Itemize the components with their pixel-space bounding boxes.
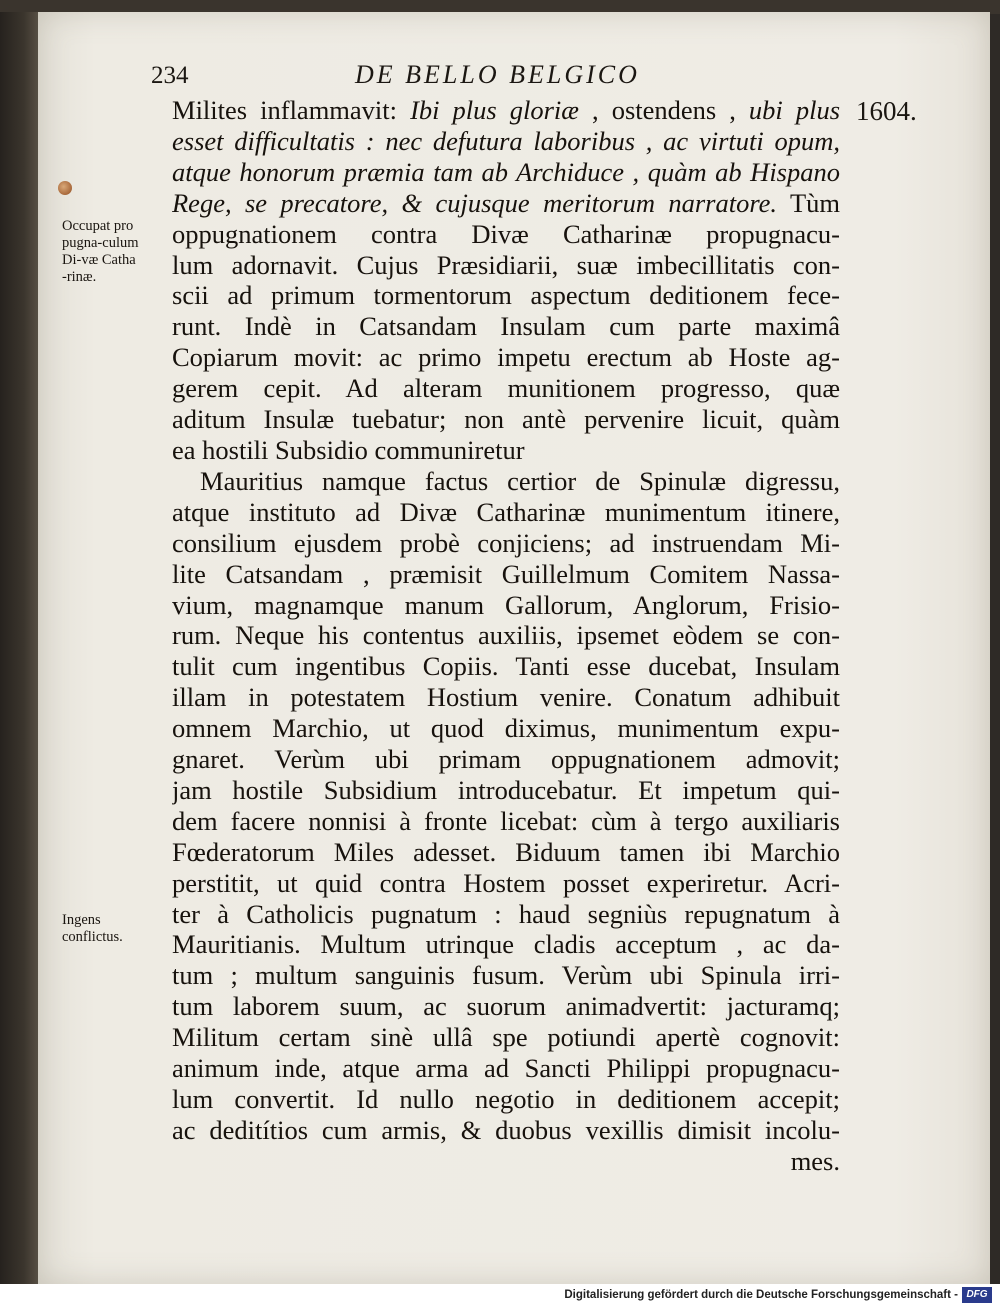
text-line xyxy=(172,682,840,713)
text-line xyxy=(172,157,840,188)
text-line xyxy=(172,806,840,837)
text-roman: ea hostili Subsidio communiretur xyxy=(172,434,525,465)
text-line xyxy=(172,188,840,219)
text-roman: illam in potestatem Hostium venire. Conatum adhibuit xyxy=(172,682,840,713)
text-roman: Milites inflammavit: xyxy=(172,95,411,125)
text-line xyxy=(172,1115,840,1146)
text-line xyxy=(172,590,840,621)
text-line xyxy=(172,929,840,960)
text-roman: dem facere nonnisi à fronte licebat: cùm à tergo auxiliaris xyxy=(172,805,840,836)
text-roman: scii ad primum tormentorum aspectum deditionem fece- xyxy=(172,280,840,311)
text-roman: mes. xyxy=(790,1145,840,1176)
text-roman: ac deditítios cum armis, & duobus vexillis dimisit incolu- xyxy=(172,1114,840,1145)
funding-credit: Digitalisierung gefördert durch die Deutsche Forschungsgemeinschaft - xyxy=(564,1289,958,1301)
text-line xyxy=(172,466,840,497)
text-line xyxy=(172,219,840,250)
margin-note-text: Occupat propugna-culum Di-væ Catha-rinæ. xyxy=(62,218,139,285)
text-roman: tulit cum ingentibus Copiis. Tanti esse ducebat, Insulam xyxy=(172,651,840,682)
text-roman: animum inde, atque arma ad Sancti Philippi propugnacu- xyxy=(172,1053,840,1084)
text-line xyxy=(172,404,840,435)
text-line xyxy=(172,95,840,126)
body-text xyxy=(172,95,840,1177)
text-roman: jam hostile Subsidium introducebatur. Et impetum qui- xyxy=(172,774,840,805)
margin-note-occupat xyxy=(62,218,162,286)
text-roman: Tùm xyxy=(777,187,840,218)
text-line xyxy=(172,250,840,281)
text-roman: ter à Catholicis pugnatum : haud segniùs repugnatum à xyxy=(172,898,840,929)
text-line xyxy=(172,775,840,806)
margin-note-text: Ingens conflictus. xyxy=(62,912,123,945)
text-line xyxy=(172,991,840,1022)
text-line xyxy=(172,713,840,744)
text-roman: lum convertit. Id nullo negotio in deditionem accepit; xyxy=(172,1084,840,1114)
text-italic: esset difficultatis : nec defutura laboribus , ac virtuti opum, xyxy=(172,125,840,156)
margin-note-conflictus xyxy=(62,912,162,946)
text-roman: , ostendens , xyxy=(578,95,749,125)
text-roman: Mauritianis. Multum utrinque cladis acceptum , ac da- xyxy=(172,929,840,960)
footer-bar xyxy=(0,1284,1000,1307)
text-line xyxy=(172,1146,840,1177)
text-roman: vium, magnamque manum Gallorum, Anglorum, Frisio- xyxy=(172,589,840,620)
text-roman: omnem Marchio, ut quod diximus, munimentum expu- xyxy=(172,713,840,744)
text-roman: gnaret. Verùm ubi primam oppugnationem admovit; xyxy=(172,744,840,775)
text-line xyxy=(172,559,840,590)
text-italic: ubi plus xyxy=(748,95,840,125)
text-roman: Militum certam sinè ullâ spe potiundi apertè cognovit: xyxy=(172,1022,840,1053)
text-line xyxy=(172,651,840,682)
scan-left-strip xyxy=(0,12,40,1284)
text-line xyxy=(172,960,840,991)
text-roman: tum laborem suum, ac suorum animadvertit: jacturamq; xyxy=(172,991,840,1022)
text-roman: perstitit, ut quid contra Hostem posset experiretur. Acri- xyxy=(172,867,840,898)
text-roman: aditum Insulæ tuebatur; non antè pervenire licuit, quàm xyxy=(172,404,840,435)
text-italic: Rege, se precatore, & cujusque meritorum narratore. xyxy=(172,187,778,218)
text-roman: Mauritius namque factus certior de Spinulæ digressu, xyxy=(200,465,840,496)
text-line xyxy=(172,899,840,930)
text-line xyxy=(172,126,840,157)
text-roman: consilium ejusdem probè conjiciens; ad instruendam Mi- xyxy=(172,527,840,558)
text-line xyxy=(172,435,840,466)
text-line xyxy=(172,868,840,899)
library-stamp-icon xyxy=(58,181,72,195)
text-roman: rum. Neque his contentus auxiliis, ipsemet eòdem se con- xyxy=(172,620,840,651)
text-line xyxy=(172,1084,840,1115)
text-line xyxy=(172,280,840,311)
running-head xyxy=(115,60,715,96)
text-line xyxy=(172,837,840,868)
text-roman: runt. Indè in Catsandam Insulam cum parte maximâ xyxy=(172,311,840,342)
text-line xyxy=(172,744,840,775)
text-line xyxy=(172,373,840,404)
text-line xyxy=(172,1022,840,1053)
text-roman: lite Catsandam , præmisit Guillelmum Comitem Nassa- xyxy=(172,558,840,589)
text-roman: gerem cepit. Ad alteram munitionem progresso, quæ xyxy=(172,373,840,404)
text-roman: Fœderatorum Miles adesset. Biduum tamen ibi Marchio xyxy=(172,836,840,867)
running-title: DE BELLO BELGICO xyxy=(355,60,640,89)
text-line xyxy=(172,311,840,342)
margin-year: 1604. xyxy=(856,96,917,126)
text-italic: Ibi plus gloriæ xyxy=(410,95,579,125)
text-roman: Copiarum movit: ac primo impetu erectum ab Hoste ag- xyxy=(172,342,840,373)
text-italic: atque honorum præmia tam ab Archiduce , quàm ab Hispano xyxy=(172,156,840,187)
text-line xyxy=(172,497,840,528)
text-line xyxy=(172,528,840,559)
text-line xyxy=(172,1053,840,1084)
text-roman: tum ; multum sanguinis fusum. Verùm ubi Spinula irri- xyxy=(172,960,840,991)
text-roman: lum adornavit. Cujus Præsidiarii, suæ imbecillitatis con- xyxy=(172,249,840,280)
text-line xyxy=(172,620,840,651)
page-number: 234 xyxy=(151,62,189,89)
dfg-logo-icon: DFG xyxy=(962,1287,992,1303)
text-roman: atque instituto ad Divæ Catharinæ munimentum itinere, xyxy=(172,496,840,527)
text-line xyxy=(172,342,840,373)
text-roman: oppugnationem contra Divæ Catharinæ propugnacu- xyxy=(172,218,840,249)
